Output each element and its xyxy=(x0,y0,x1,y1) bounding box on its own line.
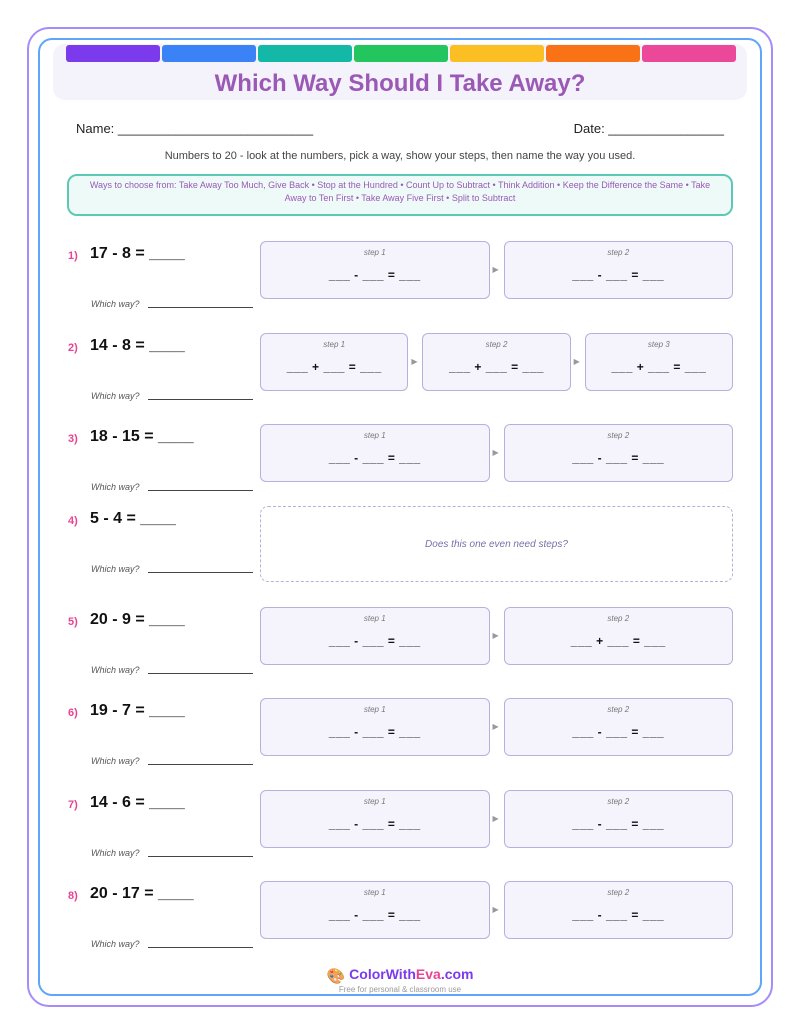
step-box[interactable] xyxy=(260,698,490,756)
which-way-answer-line[interactable] xyxy=(148,572,253,573)
problem-number: 2) xyxy=(68,342,78,354)
step-box[interactable] xyxy=(504,241,734,299)
step-equation: ___ - ___ = ___ xyxy=(572,817,665,831)
which-way-label: Which way? xyxy=(91,564,140,574)
brand-part-3: .com xyxy=(440,966,474,982)
step-equation: ___ - ___ = ___ xyxy=(572,268,665,282)
color-stripe xyxy=(354,45,448,62)
problem-row xyxy=(0,241,800,321)
problem-row xyxy=(0,881,800,961)
problem-row xyxy=(0,698,800,778)
date-field[interactable]: Date: ________________ xyxy=(573,121,724,136)
problem-number: 8) xyxy=(68,890,78,902)
step-label: step 2 xyxy=(607,248,630,257)
step-box[interactable] xyxy=(260,424,490,482)
which-way-label: Which way? xyxy=(91,391,140,401)
which-way-label: Which way? xyxy=(91,665,140,675)
arrow-right-icon: ▶ xyxy=(411,357,418,366)
problem-expression: 5 - 4 = ____ xyxy=(90,510,176,527)
step-box[interactable] xyxy=(260,881,490,939)
which-way-label: Which way? xyxy=(91,939,140,949)
step-equation: ___ - ___ = ___ xyxy=(572,725,665,739)
problem-expression: 20 - 9 = ____ xyxy=(90,611,185,628)
step-box[interactable] xyxy=(260,333,408,391)
which-way-answer-line[interactable] xyxy=(148,490,253,491)
problem-number: 1) xyxy=(68,250,78,262)
problem-expression: 20 - 17 = ____ xyxy=(90,885,194,902)
problem-expression: 17 - 8 = ____ xyxy=(90,245,185,262)
ways-text: Ways to choose from: Take Away Too Much, Give Back • Stop at the Hundred • Count Up to Subtract • Think Addition • Keep the Difference the Same • Take Away to Ten First • Take Away Five First • Split to Subtract xyxy=(89,180,711,203)
brand-logo xyxy=(0,966,800,985)
step-equation: ___ - ___ = ___ xyxy=(328,725,421,739)
step-label: step 2 xyxy=(607,614,630,623)
which-way-answer-line[interactable] xyxy=(148,307,253,308)
problem-expression: 14 - 6 = ____ xyxy=(90,794,185,811)
step-box[interactable] xyxy=(260,241,490,299)
problem-number: 7) xyxy=(68,799,78,811)
instructions-text: Numbers to 20 - look at the numbers, pick a way, show your steps, then name the way you used. xyxy=(164,150,636,162)
step-equation: ___ + ___ = ___ xyxy=(570,634,666,648)
arrow-right-icon: ▶ xyxy=(492,814,499,823)
step-equation: ___ - ___ = ___ xyxy=(572,451,665,465)
step-equation: ___ - ___ = ___ xyxy=(328,908,421,922)
step-label: step 2 xyxy=(607,431,630,440)
problem-row xyxy=(0,790,800,870)
step-box[interactable] xyxy=(422,333,570,391)
problem-expression: 18 - 15 = ____ xyxy=(90,428,194,445)
problem-expression: 14 - 8 = ____ xyxy=(90,337,185,354)
step-label: step 1 xyxy=(323,340,346,349)
step-equation: ___ - ___ = ___ xyxy=(328,451,421,465)
problem-number: 3) xyxy=(68,433,78,445)
problem-number: 6) xyxy=(68,707,78,719)
step-label: step 3 xyxy=(647,340,670,349)
which-way-answer-line[interactable] xyxy=(148,947,253,948)
problem-row xyxy=(0,424,800,504)
step-box[interactable] xyxy=(585,333,733,391)
which-way-answer-line[interactable] xyxy=(148,673,253,674)
no-steps-box xyxy=(260,506,733,582)
step-label: step 1 xyxy=(363,614,386,623)
arrow-right-icon: ▶ xyxy=(492,265,499,274)
color-stripe xyxy=(66,45,160,62)
color-stripe xyxy=(162,45,256,62)
footer xyxy=(0,966,800,994)
no-steps-note: Does this one even need steps? xyxy=(425,539,568,550)
step-equation: ___ - ___ = ___ xyxy=(572,908,665,922)
name-field[interactable]: Name: ___________________________ xyxy=(76,121,314,136)
brand-part-1: ColorWith xyxy=(349,966,416,982)
step-box[interactable] xyxy=(260,790,490,848)
ways-to-choose-box xyxy=(67,174,733,216)
step-equation: ___ - ___ = ___ xyxy=(328,268,421,282)
which-way-answer-line[interactable] xyxy=(148,764,253,765)
page-title: Which Way Should I Take Away? xyxy=(214,70,586,97)
brand-tagline: Free for personal & classroom use xyxy=(338,985,462,994)
which-way-label: Which way? xyxy=(91,299,140,309)
which-way-answer-line[interactable] xyxy=(148,399,253,400)
arrow-right-icon: ▶ xyxy=(492,448,499,457)
step-equation: ___ + ___ = ___ xyxy=(449,360,544,374)
step-label: step 2 xyxy=(607,705,630,714)
step-box[interactable] xyxy=(260,607,490,665)
step-box[interactable] xyxy=(504,424,734,482)
problem-number: 5) xyxy=(68,616,78,628)
step-equation: ___ - ___ = ___ xyxy=(328,817,421,831)
problem-number: 4) xyxy=(68,515,78,527)
which-way-label: Which way? xyxy=(91,756,140,766)
step-label: step 2 xyxy=(607,888,630,897)
step-equation: ___ + ___ = ___ xyxy=(286,360,382,374)
step-label: step 1 xyxy=(363,705,386,714)
color-stripe xyxy=(642,45,736,62)
arrow-right-icon: ▶ xyxy=(492,631,499,640)
color-stripe xyxy=(546,45,640,62)
brand-part-2: Eva xyxy=(415,966,441,982)
which-way-label: Which way? xyxy=(91,482,140,492)
problem-expression: 19 - 7 = ____ xyxy=(90,702,185,719)
step-box[interactable] xyxy=(504,698,734,756)
step-box[interactable] xyxy=(504,881,734,939)
arrow-right-icon: ▶ xyxy=(492,722,499,731)
which-way-label: Which way? xyxy=(91,848,140,858)
arrow-right-icon: ▶ xyxy=(492,905,499,914)
step-label: step 1 xyxy=(363,431,386,440)
which-way-answer-line[interactable] xyxy=(148,856,253,857)
step-box[interactable] xyxy=(504,790,734,848)
color-stripe-bar xyxy=(66,45,736,62)
step-box[interactable] xyxy=(504,607,734,665)
palette-icon: 🎨 xyxy=(326,968,346,985)
step-label: step 2 xyxy=(485,340,508,349)
arrow-right-icon: ▶ xyxy=(573,357,580,366)
step-equation: ___ + ___ = ___ xyxy=(611,360,707,374)
step-label: step 1 xyxy=(363,797,386,806)
color-stripe xyxy=(450,45,544,62)
step-equation: ___ - ___ = ___ xyxy=(328,634,421,648)
color-stripe xyxy=(258,45,352,62)
problem-row xyxy=(0,333,800,413)
step-label: step 1 xyxy=(363,248,386,257)
problem-row xyxy=(0,607,800,687)
problem-row xyxy=(0,506,800,586)
step-label: step 2 xyxy=(607,797,630,806)
step-label: step 1 xyxy=(363,888,386,897)
